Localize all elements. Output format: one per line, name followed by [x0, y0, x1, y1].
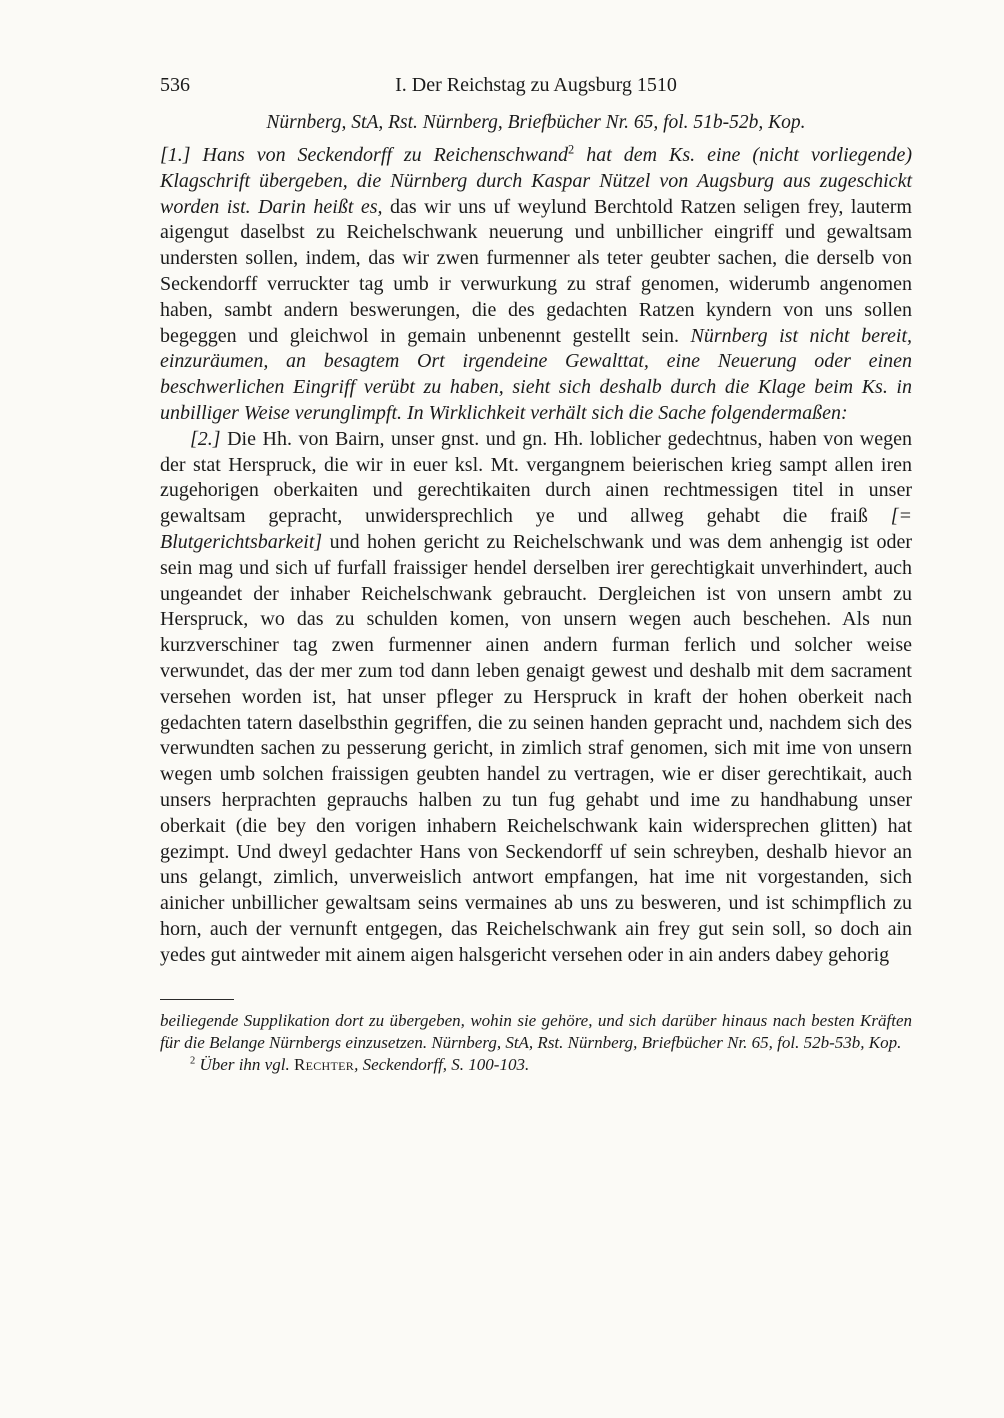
- para1-editorial-lead: [1.] Hans von Seckendorff zu Reichenschwand: [160, 144, 569, 166]
- page-header: [160, 74, 912, 97]
- footnote-2-marker: 2: [190, 1055, 196, 1067]
- source-citation: Nürnberg, StA, Rst. Nürnberg, Briefbücher Nr. 65, fol. 51b-52b, Kop.: [266, 112, 806, 133]
- para1-editorial-tail: Nürnberg ist nicht bereit, einzuräumen, an besagtem Ort irgendeine Gewalttat, eine Neuerung oder einen beschwerlichen Eingriff verübt zu haben, sieht sich deshalb durch die Klage beim Ks. in unbilliger Weise verunglimpft. In Wirklichkeit verhält sich die Sache folgendermaßen:: [160, 324, 912, 424]
- footnote-section: [160, 999, 912, 1077]
- footnote-1-continuation: beiliegende Supplikation dort zu übergeben, wohin sie gehöre, und sich darüber hinaus nach besten Kräften für die Belange Nürnbergs einzusetzen. Nürnberg, StA, Rst. Nürnberg, Briefbücher Nr. 65, fol. 52b-53b, Kop.: [160, 1010, 912, 1052]
- running-header-title: I. Der Reichstag zu Augsburg 1510: [395, 74, 677, 96]
- para2-text-part2: und hohen gericht zu Reichelschwank und was dem anhengig ist oder sein mag und sich uf furfall fraissiger hendel derselben irer gerechtigkait unverhindert, auch ungeandet der inhaber Reichelschwank gebraucht. Dergleichen ist von unsern ambt zu Herspruck, wo das zu schulden komen, von unsern wegen auch beschehen. Als nun kurzverschiner tag zwen furmenner ainen andern furman ferlich und solcher weise verwundet, das der mer zum tod dann leben genaigt gewest und deshalb mit dem sacrament versehen worden ist, hat unser pfleger zu Herspruck in kraft der hohen oberkeit nach gedachten tatern daselbsthin gegriffen, die zu seinen handen gepracht und, nachdem sich des verwundten sachen zu pesserung gericht, in zimlich straf genomen, sich mit ime von unsern wegen umb solchen fraissigen geubten handel zu vertragen, wie er diser gerechtikait, auch unsers herprachten geprauchs halben zu tun fug gehabt und ime zu handhabung unser oberkait (die bey den vorigen inhabern Reichelschwank kain widersprechen glitten) hat gezimpt. Und dweyl gedachter Hans von Seckendorff uf sein schreyben, deshalb hievor an uns gelangt, zimlich, unverweislich antwort empfangen, hat ime nit vorgestanden, sich ainicher unbillicher gewaltsam seins vermaines ab uns zu besweren, und ist schimpflich zu horn, auch der vernunft entgegen, das Reichelschwank ain frey gut sein soll, so doch ain yedes gut aintweder mit ainem aigen halsgericht versehen oder in ain anders dabey gehorig: [160, 530, 912, 966]
- footnote-2-author-name: Rechter: [293, 1055, 355, 1075]
- footnote-2: [160, 1054, 912, 1076]
- footnote-ref-2: 2: [568, 142, 575, 157]
- para2-number: [2.]: [190, 427, 221, 450]
- para2-editorial-gloss: [= Blutgerichtsbarkeit]: [160, 505, 912, 553]
- para2-text-part1: Die Hh. von Bairn, unser gnst. und gn. Hh. loblicher gedechtnus, haben von wegen der stat Herspruck, die wir in euer ksl. Mt. vergangnem beierischen krieg sampt allen iren zugehorigen oberkaiten und gerechtikaiten durch ainen rechtmessigen titel in unser gewaltsam gepracht, unwidersprechlich ye und allweg gehabt die fraiß: [160, 427, 912, 528]
- para1-editorial-lead-cont: hat dem Ks. eine (nicht vorliegende) Klagschrift übergeben, die Nürnberg durch Kaspar Nützel von Augsburg aus zugeschickt worden ist. Darin heißt es,: [160, 144, 913, 218]
- paragraph-2: [160, 427, 912, 969]
- paragraph-1: [160, 143, 912, 427]
- page-number: 536: [160, 74, 190, 96]
- footnote-separator: [160, 999, 234, 1000]
- para1-quotation-roman: das wir uns uf weylund Berchtold Ratzen seligen frey, lauterm aigengut daselbst zu Reichelschwank neuerung und unbillicher eingriff und gewaltsam understen sollen, indem, das wir zwen furmenner als teter geubter sachen, die derselb von Seckendorff verruckter tag umb ir verwurkung zu straf genomen, widerumb angenomen haben, sambt andern beswerungen, die des gedachten Ratzen kyndern von uns sollen begeggen und gleichwol in gemain unbenennt gestellt sein.: [160, 195, 912, 347]
- footnote-2-tail: , Seckendorff, S. 100-103.: [354, 1055, 530, 1075]
- main-text-block: [160, 143, 912, 969]
- footnote-2-lead: Über ihn vgl.: [199, 1055, 294, 1075]
